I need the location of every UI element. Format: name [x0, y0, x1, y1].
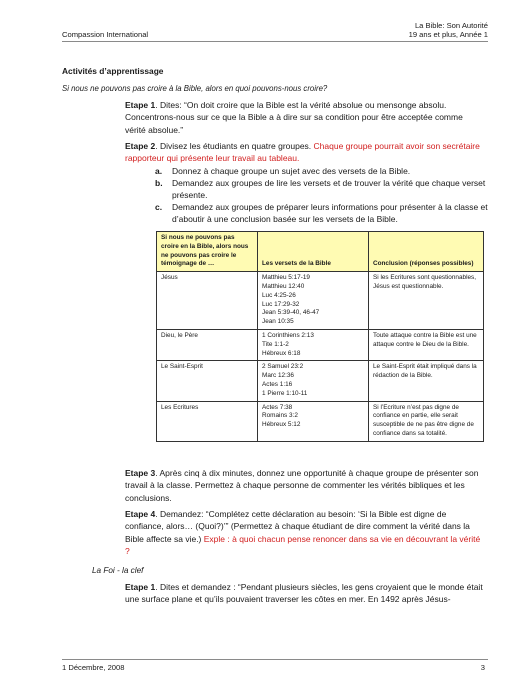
list-item [155, 165, 490, 177]
verses-cell [258, 361, 369, 401]
step-2-label: Etape 2 [125, 141, 156, 151]
header-divider [62, 41, 488, 42]
step-2-instructions [155, 165, 490, 225]
subject-cell: Le Saint-Esprit [157, 361, 258, 401]
list-item [155, 177, 490, 201]
section-2-step-1 [125, 581, 485, 606]
verses-cell [258, 401, 369, 441]
section-2-step-1-text: . Dites et demandez : “Pendant plusieurs siècles, les gens croyaient que le monde était une surface plane et qu’ils pouvaient traverser les côtes en mer. En 1492 après Jésus- [125, 582, 483, 605]
list-item-text: Demandez aux groupes de lire les versets et de trouver la vérité que chaque verset présente. [172, 178, 486, 201]
verse-ref: 2 Samuel 23:2 [262, 363, 304, 371]
list-item-text: Demandez aux groupes de préparer leurs informations pour présenter à la classe et d’aboutir à une conclusion basée sur les versets de la Bible. [172, 202, 488, 225]
step-1 [125, 99, 485, 136]
footer-divider [62, 659, 488, 660]
section-heading: Activités d’apprentissage [62, 66, 164, 76]
step-2-text: . Divisez les étudiants en quatre groupes. [155, 141, 312, 151]
verse-ref: Jean 5:39-40, 46-47 [262, 309, 320, 317]
list-item [155, 201, 490, 225]
list-marker: a. [155, 166, 163, 176]
step-1-text: . Dites: “On doit croire que la Bible est la vérité absolue ou mensonge absolu. Concentrons-nous sur ce que la Bible a à dire sur sa condition pour être acceptée comme vérité absolue.” [125, 100, 463, 135]
step-2-red-note: Chaque groupe pourrait avoir son secrétaire rapporteur qui présente leur travail au tableau. [125, 141, 480, 164]
section-2-title: La Foi - la clef [92, 566, 144, 575]
section-2-step-1-label: Etape 1 [125, 582, 156, 592]
table-header-conclusion: Conclusion (réponses possibles) [369, 232, 484, 272]
step-4-label: Etape 4 [125, 509, 156, 519]
verse-ref: Matthieu 12:40 [262, 282, 305, 290]
page-number: 3 [480, 663, 485, 672]
verse-ref: Marc 12:36 [262, 372, 294, 380]
verse-ref: Luc 17:29-32 [262, 300, 300, 308]
verse-ref: 1 Pierre 1:10-11 [262, 389, 308, 397]
step-4-text: . Demandez: “Complétez cette déclaration au besoin: ‘Si la Bible est digne de confiance, alors… (Quoi?)’” (Permettez à chaque étudiant de dire comment la vérité dans la Bible affecte sa vie.) [125, 509, 470, 544]
header-title: La Bible: Son Autorité [414, 21, 488, 30]
verse-ref: Actes 1:16 [262, 380, 293, 388]
table-row [157, 361, 484, 401]
conclusion-cell: Le Saint-Esprit était impliqué dans la rédaction de la Bible. [369, 361, 484, 401]
verses-cell [258, 329, 369, 360]
table-row [157, 329, 484, 360]
table-header-subject: Si nous ne pouvons pas croire en la Bible, alors nous ne pouvons pas croire le témoignage de … [157, 232, 258, 272]
verse-ref: Luc 4:25-26 [262, 291, 296, 299]
step-3-label: Etape 3 [125, 468, 156, 478]
table-row [157, 401, 484, 441]
table-header-row [157, 232, 484, 272]
list-item-text: Donnez à chaque groupe un sujet avec des versets de la Bible. [172, 166, 411, 176]
verse-ref: Matthieu 5:17-19 [262, 274, 310, 282]
step-3-text: . Après cinq à dix minutes, donnez une opportunité à chaque groupe de présenter son travail à la classe. Permettez à chaque personne de commenter les vérités bibliques et les conclusions. [125, 468, 479, 503]
table-row [157, 272, 484, 330]
conclusion-cell: Si les Ecritures sont questionnables, Jésus est questionnable. [369, 272, 484, 330]
guiding-question: Si nous ne pouvons pas croire à la Bible, alors en quoi pouvons-nous croire? [62, 84, 328, 93]
table-header-verses: Les versets de la Bible [258, 232, 369, 272]
footer-date: 1 Décembre, 2008 [62, 663, 125, 672]
header-org: Compassion International [62, 30, 149, 39]
step-1-label: Etape 1 [125, 100, 156, 110]
verses-cell [258, 272, 369, 330]
verse-ref: Hébreux 5:12 [262, 421, 301, 429]
list-marker: c. [155, 202, 163, 213]
subject-cell: Les Ecritures [157, 401, 258, 441]
header-title-block [409, 21, 488, 39]
conclusion-cell: Toute attaque contre la Bible est une attaque contre le Dieu de la Bible. [369, 329, 484, 360]
verse-ref: 1 Corinthiens 2:13 [262, 331, 314, 339]
step-4-red-note: Exple : à quoi chacun pense renoncer dans sa vie en découvrant la vérité ? [125, 533, 481, 556]
list-marker: b. [155, 178, 163, 189]
subject-cell: Jésus [157, 272, 258, 330]
conclusion-cell: Si l’Ecriture n’est pas digne de confiance en partie, elle serait susceptible de ne pas être digne de confiance dans sa totalité. [369, 401, 484, 441]
verse-ref: Hébreux 6:18 [262, 349, 301, 357]
verse-ref: Jean 10:35 [262, 318, 294, 326]
subject-cell: Dieu, le Père [157, 329, 258, 360]
activity-table [156, 231, 484, 442]
step-4 [125, 508, 485, 557]
verse-ref: Tite 1:1-2 [262, 340, 289, 348]
step-3 [125, 467, 485, 504]
step-2 [125, 140, 485, 165]
header-subtitle: 19 ans et plus, Année 1 [408, 30, 488, 39]
verse-ref: Actes 7:38 [262, 403, 293, 411]
verse-ref: Romains 3:2 [262, 412, 298, 420]
